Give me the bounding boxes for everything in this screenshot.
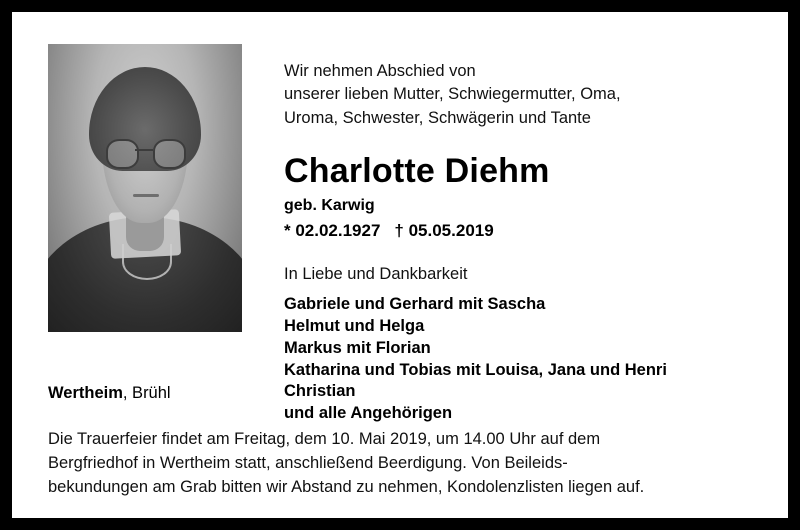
- family-line: Christian: [284, 382, 356, 401]
- portrait-photo: [48, 44, 242, 332]
- portrait-mouth: [133, 194, 158, 197]
- gratitude-line: In Liebe und Dankbarkeit: [284, 265, 468, 284]
- obituary-text-column: [248, 44, 758, 425]
- death-date: † 05.05.2019: [394, 221, 494, 241]
- intro-line-2: unserer lieben Mutter, Schwiegermutter, Oma,: [284, 85, 621, 104]
- maiden-name: geb. Karwig: [284, 197, 375, 215]
- family-line: und alle Angehörigen: [284, 404, 453, 423]
- ceremony-line: Bergfriedhof in Wertheim statt, anschließend Beerdigung. Von Beileids-: [48, 453, 568, 472]
- ceremony-details: [48, 428, 758, 500]
- portrait-glasses-right: [153, 139, 186, 169]
- place-district: , Brühl: [122, 384, 171, 402]
- family-line: Katharina und Tobias mit Louisa, Jana und Henri: [284, 360, 667, 379]
- intro-line-1: Wir nehmen Abschied von: [284, 62, 476, 80]
- life-dates: [284, 221, 758, 241]
- place-city: Wertheim: [48, 384, 123, 402]
- deceased-name: Charlotte Diehm: [284, 152, 550, 191]
- family-list: [284, 294, 758, 425]
- family-line: Helmut und Helga: [284, 317, 425, 336]
- obituary-card: [12, 12, 788, 518]
- place-row: [48, 384, 171, 403]
- birth-date: * 02.02.1927: [284, 221, 381, 241]
- portrait-glasses-bridge: [135, 149, 152, 151]
- family-line: Gabriele und Gerhard mit Sascha: [284, 295, 546, 314]
- ceremony-line: bekundungen am Grab bitten wir Abstand zu nehmen, Kondolenzlisten liegen auf.: [48, 477, 645, 496]
- ceremony-line: Die Trauerfeier findet am Freitag, dem 10. Mai 2019, um 14.00 Uhr auf dem: [48, 430, 601, 448]
- family-line: Markus mit Florian: [284, 338, 431, 357]
- obituary-top-section: [12, 12, 788, 425]
- portrait-necklace: [122, 244, 173, 281]
- portrait-column: [48, 44, 248, 425]
- intro-line-3: Uroma, Schwester, Schwägerin und Tante: [284, 108, 591, 127]
- portrait-glasses-left: [106, 139, 139, 169]
